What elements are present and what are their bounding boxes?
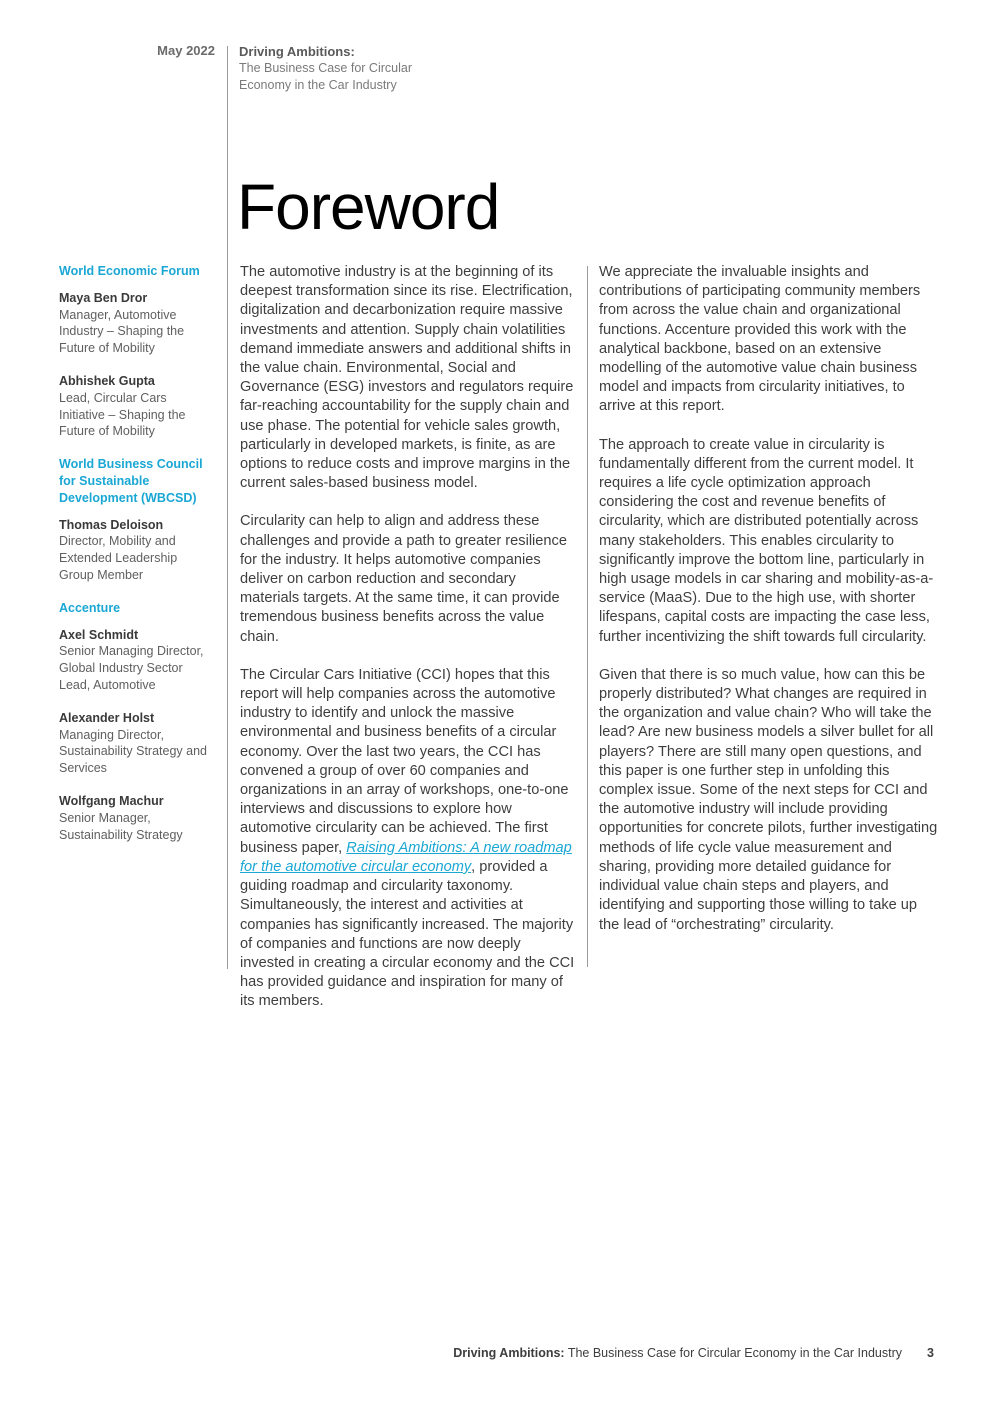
header-subtitle-line-2: Economy in the Car Industry — [239, 77, 397, 92]
body-paragraph: Circularity can help to align and address these challenges and provide a path to greater resilience for the industry. It helps automotive companies deliver on carbon reduction and secondary materials targets. At the same time, it can provide tremendous business benefits across the value chain. — [240, 513, 567, 645]
contributor — [59, 710, 209, 777]
contributor — [59, 517, 209, 584]
contributor-group-wef — [59, 263, 209, 440]
page-number: 3 — [927, 1346, 934, 1360]
paragraph-text: The Circular Cars Initiative (CCI) hopes that this report will help companies across the automotive industry to identify and unlock the massive environmental and business benefits of a circular economy. Over the last two years, the CCI has convened a group of over 60 companies and organizations in an array of workshops, one-to-one interviews and discussions to explore how automotive circularity can be achieved. The first business paper, — [240, 666, 569, 856]
body-column-1 — [240, 263, 578, 1031]
contributor — [59, 793, 209, 843]
contributor-name: Alexander Holst — [59, 710, 155, 725]
org-name: Accenture — [59, 600, 121, 615]
contributor — [59, 290, 209, 357]
footer-title — [380, 1346, 902, 1360]
contributor-role: Director, Mobility and Extended Leadership Group Member — [59, 534, 178, 582]
body-paragraph: The automotive industry is at the beginning of its deepest transformation since its rise. Electrification, digitalization and decarbonization require massive investments and attention. Supply chain volatilities demand immediate answers and additional shifts in the value chain. Environmental, Social and Governance (ESG) investors and regulators require far-reaching accountability for the supply chain and use phase. The potential for vehicle sales growth, particularly in developed markets, is finite, as are options to reduce costs and improve margins in the current sales-based business model. — [240, 264, 574, 492]
contributor — [59, 627, 209, 694]
contributor-group-wbcsd — [59, 456, 209, 584]
middle-column-divider — [587, 266, 588, 967]
contributor-name: Abhishek Gupta — [59, 373, 155, 388]
raising-ambitions-link[interactable]: Raising Ambitions: A new roadmap for the automotive circular economy — [240, 839, 572, 875]
page-title: Foreword — [237, 170, 500, 243]
footer-title-rest: The Business Case for Circular Economy in the Car Industry — [564, 1346, 902, 1360]
body-paragraph — [240, 666, 578, 1012]
contributor-name: Thomas Deloison — [59, 517, 164, 532]
contributor-role: Manager, Automotive Industry – Shaping the Future of Mobility — [59, 307, 185, 356]
body-paragraph: Given that there is so much value, how can this be properly distributed? What changes are required in the organization and value chain? Who will take the lead? Are new business models a silver bullet for all players? There are still many open questions, and this paper is one further step in unfolding this complex issue. Some of the next steps for CCI and the automotive industry will include providing opportunities for concrete pilots, further investigating methods of life cycle value measurement and sharing, providing more detailed guidance for individual value chain steps and players, and identifying and supporting those willing to take up the lead of “orchestrating” circularity. — [599, 666, 938, 933]
header-report-title: Driving Ambitions: — [239, 44, 355, 59]
contributor-role: Managing Director, Sustainability Strategy and Services — [59, 727, 208, 776]
contributor-role: Senior Managing Director, Global Industry Sector Lead, Automotive — [59, 644, 204, 692]
header-subtitle-line-1: The Business Case for Circular — [239, 61, 412, 75]
contributor — [59, 373, 209, 440]
contributor-role: Lead, Circular Cars Initiative – Shaping the Future of Mobility — [59, 390, 186, 439]
contributors-sidebar — [59, 263, 209, 859]
header-date: May 2022 — [157, 43, 215, 58]
header-title-block — [239, 43, 439, 93]
footer-title-bold: Driving Ambitions: — [453, 1346, 565, 1360]
body-column-2 — [599, 263, 939, 954]
contributor-name: Axel Schmidt — [59, 627, 139, 642]
contributor-name: Maya Ben Dror — [59, 290, 148, 305]
body-paragraph: We appreciate the invaluable insights and contributions of participating community members from across the value chain and organizational functions. Accenture provided this work with the analytical backbone, based on an extensive modelling of the automotive value chain business model and impacts from circularity initiatives, to arrive at this report. — [599, 264, 921, 415]
org-name: World Economic Forum — [59, 264, 200, 278]
contributor-group-accenture — [59, 600, 209, 844]
contributor-name: Wolfgang Machur — [59, 793, 164, 808]
main-column-divider — [227, 46, 228, 969]
body-paragraph: The approach to create value in circularity is fundamentally different from the current model. It requires a life cycle optimization approach considering the cost and revenue benefits of circularity, which are distributed potentially across many stakeholders. This enables circularity to significantly improve the bottom line, particularly in high usage models in car sharing and mobility-as-a-service (MaaS). Due to the high use, with shorter lifespans, capital costs are impacting the case less, further incentivizing the shift towards full circularity. — [599, 436, 934, 645]
paragraph-text: , provided a guiding roadmap and circularity taxonomy. Simultaneously, the interest and activities at companies has significantly increased. The majority of companies and functions are now deeply invested in creating a circular economy and the CCI has provided guidance and inspiration for many of its members. — [240, 858, 575, 1010]
contributor-role: Senior Manager, Sustainability Strategy — [59, 810, 183, 842]
org-name: World Business Council for Sustainable Development (WBCSD) — [59, 457, 203, 505]
